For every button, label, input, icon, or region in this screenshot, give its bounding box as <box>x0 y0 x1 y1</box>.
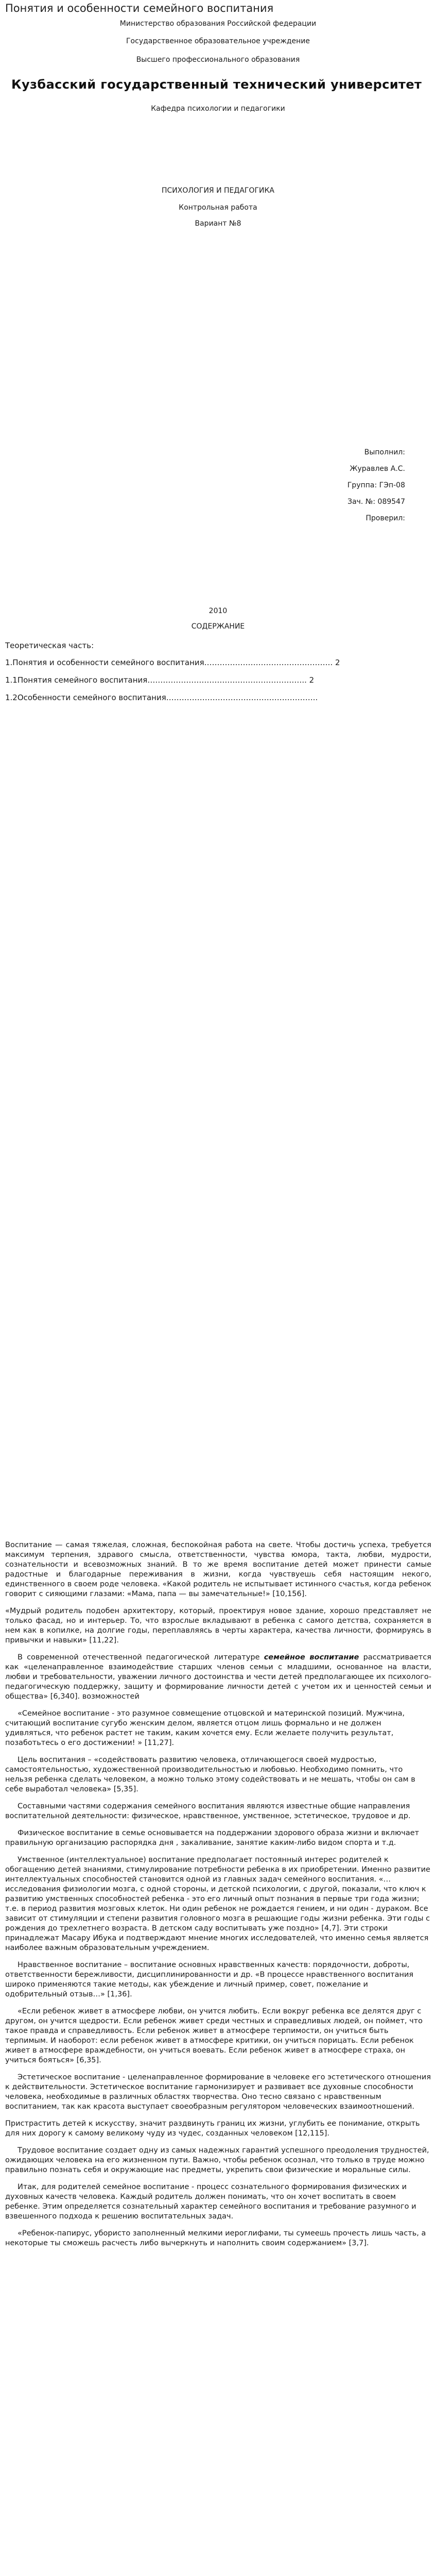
paragraph: Умственное (интеллектуальное) воспитание предполагает постоянный интерес родителей к обогащению детей знаниями, стимулирование потребности ребенка в их приобретении. Именно развитие интеллектуальных способностей становится одной из главных задач семейного воспитания. «…исследования физиологии мозга, с одной стороны, и детской психологии, с другой, показали, что ключ к развитию умственных способностей ребенка - это его личный опыт познания в первые три года жизни; т.е. в период развития мозговых клеток. Ни один ребенок не рождается гением, и ни один - дураком. Все зависит от стимуляции и степени развития головного мозга в решающие годы жизни ребенка. Эти годы с рождения до трехлетнего возраста. В детском саду воспитывать уже поздно» [4,7]. Эти строки принадлежат Масару Ибука и подтверждают мнение многих исследователей, что именно семья является наиболее важным образовательным учреждением. <box>5 1856 430 1952</box>
checked-label: Проверил: <box>365 514 405 522</box>
toc-section: Теоретическая часть: <box>5 641 94 650</box>
toc-heading: СОДЕРЖАНИЕ <box>191 622 245 631</box>
year-line: 2010 <box>208 607 228 615</box>
toc-item: 1.2Особенности семейного воспитания………………………………………………….. <box>5 693 318 702</box>
paragraph: Пристрастить детей к искусству, значит раздвинуть границ их жизни, углубить ее понимание, открыть для них дорогу к самому великому чуду из чудес, созданных человеком [12,115]. <box>5 2120 420 2138</box>
article-body <box>5 1540 431 2256</box>
paragraph: «Семейное воспитание - это разумное совмещение отцовской и материнской позиций. Мужчина, считающий воспитание сугубо женским делом, является отцом лишь формально и не должен удивляться, что ребенок растет не таким, каким хочется ему. Если желаете получить результат, позаботьтесь о его достижении! » [11,27]. <box>5 1709 405 1747</box>
term-family-education: семейное воспитание <box>264 1653 359 1662</box>
paragraph: Нравственное воспитание – воспитание основных нравственных качеств: порядочности, доброты, ответственности бережливости, дисциплинированности и др. «В процессе нравственного воспитания широко применяются такие методы, как убеждение и личный пример, совет, пожелание и одобрительный отзыв…» [1,36]. <box>5 1961 414 1998</box>
performed-label: Выполнил: <box>364 448 405 456</box>
subject-line: ПСИХОЛОГИЯ И ПЕДАГОГИКА <box>161 187 275 195</box>
department-line: Кафедра психологии и педагогики <box>151 105 285 113</box>
author-record: Зач. №: 089547 <box>347 498 405 506</box>
paragraph: Цель воспитания – «содействовать развитию человека, отличающегося своей мудростью, самостоятельностью, художественной производительностью и любовью. Необходимо помнить, что нельзя ребенка сделать человеком, а можно только этому содействовать и не мешать, чтобы он сам в себе выработал человека» [5,35]. <box>5 1756 415 1793</box>
work-type-line: Контрольная работа <box>179 204 257 212</box>
paragraph: Воспитание — самая тяжелая, сложная, беспокойная работа на свете. Чтобы достичь успеха, требуется максимум терпения, здравого смысла, ответственности, чувства юмора, такта, любви, мудрости, сознательности и всевозможных знаний. В то же время воспитание детей может принести самые радостные и благодарные переживания в жизни, когда чувствуешь себя настоящим некого, единственного в своем роде человека. «Какой родитель не испытывает истинного счастья, когда ребенок говорит с сияющими глазами: «Мама, папа — вы замечательные!» [10,156]. <box>5 1541 431 1598</box>
paragraph-text: рассматривается как «целенаправленное взаимодействие старших членов семьи с младшими, основанное на власти, любви и требовательности, уважении личного достоинства и чести детей предполагающее их психолого-педагогическую поддержку, защиту и формирование личности детей с учетом их и ценностей семьи и общества» [6,340]. возможностей <box>5 1653 431 1701</box>
toc-item: 1.Понятия и особенности семейного воспитания………………………………………….. 2 <box>5 658 340 667</box>
author-name: Журавлев А.С. <box>350 465 405 473</box>
paragraph <box>5 1653 431 1702</box>
paragraph: Трудовое воспитание создает одну из самых надежных гарантий успешного преодоления трудностей, ожидающих человека на его жизненном пути. Важно, чтобы ребенок осознал, что только в труде можно правильно познать себя и окружающие нас предметы, укрепить свои физические и моральные силы. <box>5 2146 429 2174</box>
paragraph: «Ребенок-папирус, убористо заполненный мелкими иероглифами, ты сумеешь прочесть лишь часть, а некоторые ты сможешь расчесть либо вычеркнуть и наполнить своим содержанием» [3,7]. <box>5 2229 426 2247</box>
variant-line: Вариант №8 <box>195 219 241 228</box>
university-name: Кузбасский государственный технический университет <box>11 77 422 92</box>
paragraph: Эстетическое воспитание - целенаправленное формирование в человеке его эстетического отношения к действительности. Эстетическое воспитание гармонизирует и развивает все духовные способности человека, необходимые в различных областях творчества. Оно тесно связано с нравственным воспитанием, так как красота выступает своеобразным регулятором человеческих взаимоотношений. <box>5 2073 431 2111</box>
paragraph: «Если ребенок живет в атмосфере любви, он учится любить. Если вокруг ребенка все делятся друг с другом, он учится щедрости. Если ребенок живет среди честных и справедливых людей, он поймет, что такое правда и справедливость. Если ребенок живет в атмосфере терпимости, он учиться быть терпимым. И наоборот: если ребенок живет в атмосфере критики, он учиться порицать. Если ребенок живет в атмосфере враждебности, он учиться воевать. Если ребенок живет в атмосфере страха, он учиться бояться» [6,35]. <box>5 2007 423 2064</box>
author-group: Группа: ГЭп-08 <box>347 481 405 489</box>
toc-item: 1.1Понятия семейного воспитания…………………………………………………….. 2 <box>5 675 315 685</box>
ministry-line: Министерство образования Российской федерации <box>119 20 317 28</box>
paragraph: Физическое воспитание в семье основывается на поддержании здорового образа жизни и включает правильную организацию распорядка дня , закаливание, занятие каким-либо видом спорта и т.д. <box>5 1829 420 1847</box>
paragraph-text: В современной отечественной педагогической литературе <box>18 1653 264 1662</box>
education-level-line: Высшего профессионального образования <box>136 56 300 64</box>
paragraph: «Мудрый родитель подобен архитектору, который, проектируя новое здание, хорошо представляет не только фасад, но и интерьер. То, что взрослые вкладывают в ребенка с самого детства, сохраняется в нем как в копилке, на долгие годы, переплавляясь в черты характера, качества личности, формируясь в привычки и навыки» [11,22]. <box>5 1607 431 1645</box>
page-title: Понятия и особенности семейного воспитания <box>5 2 274 14</box>
paragraph: Итак, для родителей семейное воспитание - процесс сознательного формирования физических и духовных качеств человека. Каждый родитель должен понимать, что он хочет воспитать в своем ребенке. Этим определяется сознательный характер семейного воспитания и требование разумного и взвешенного подхода к решению воспитательных задач. <box>5 2183 416 2221</box>
paragraph: Составными частями содержания семейного воспитания являются известные общие направления воспитательной деятельности: физическое, нравственное, умственное, эстетическое, трудовое и др. <box>5 1802 411 1820</box>
institution-type-line: Государственное образовательное учреждение <box>126 37 310 45</box>
